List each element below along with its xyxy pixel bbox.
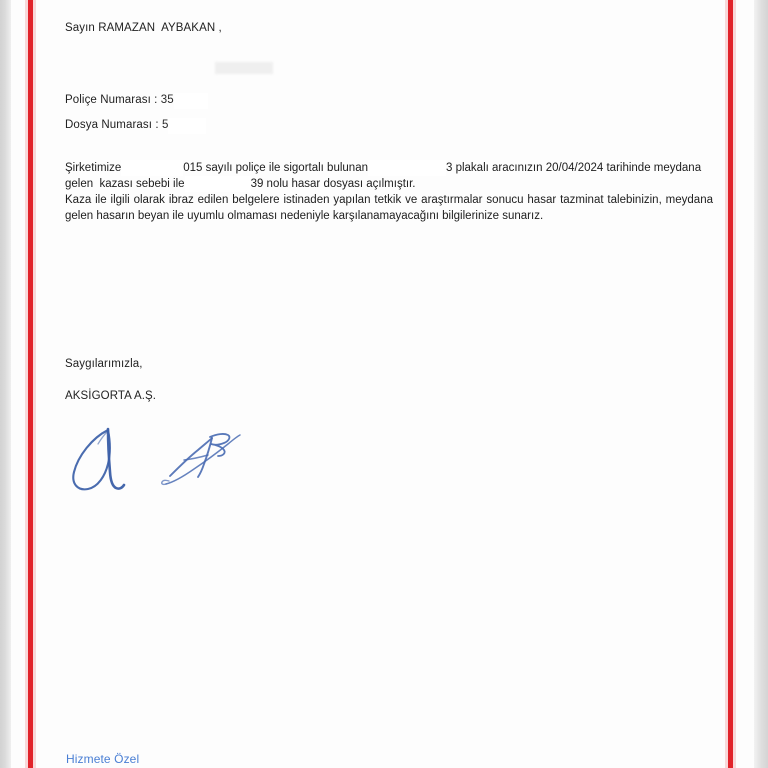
body-paragraph-2: Kaza ile ilgili olarak ibraz edilen belgelere istinaden yapılan tetkik ve araştırmalar sonucu hasar tazminat talebinizin, meydana gelen hasarın beyan ile uyumlu olmaması nedeniyle karşılanamayacağını bilgilerinize sunarız. [65,194,713,223]
file-number-label: Dosya Numarası : [65,119,162,131]
salutation: Sayın RAMAZAN AYBAKAN , [65,22,222,34]
file-number-redaction [168,118,206,134]
confidentiality-marking: Hizmete Özel [66,752,140,766]
paragraph-1-segment-b: 015 sayılı poliçe ile sigortalı bulunan [183,162,368,174]
policy-number-line [65,93,208,109]
signature-svg [60,418,280,502]
signature-left [73,429,124,489]
closing-company-name: AKSİGORTA A.Ş. [65,390,157,402]
paragraph-1-segment-c: 3 plakalı aracınızın 20/04/2024 tarihinde meydana [446,162,702,174]
paragraph-1-redaction-plate [368,160,446,176]
body-paragraph-1 [65,160,713,192]
closing-regards: Saygılarımızla, [65,358,143,370]
scan-artifact-smudge [215,62,273,74]
paragraph-1-segment-d: gelen kazası sebebi ile [65,178,185,191]
signature-right [162,434,240,484]
file-number-value: 5 [161,119,169,131]
policy-number-value: 35 [160,94,174,106]
paragraph-1-segment-e: 39 nolu hasar dosyası açılmıştır. [250,178,416,191]
policy-number-redaction [174,93,208,109]
paragraph-1-redaction-policy [121,160,183,176]
policy-number-label: Poliçe Numarası : [65,94,161,106]
paragraph-1-redaction-file [185,176,251,192]
file-number-line [65,118,206,134]
paragraph-1-segment-a: Şirketimize [65,162,122,174]
signature-block [60,418,280,502]
